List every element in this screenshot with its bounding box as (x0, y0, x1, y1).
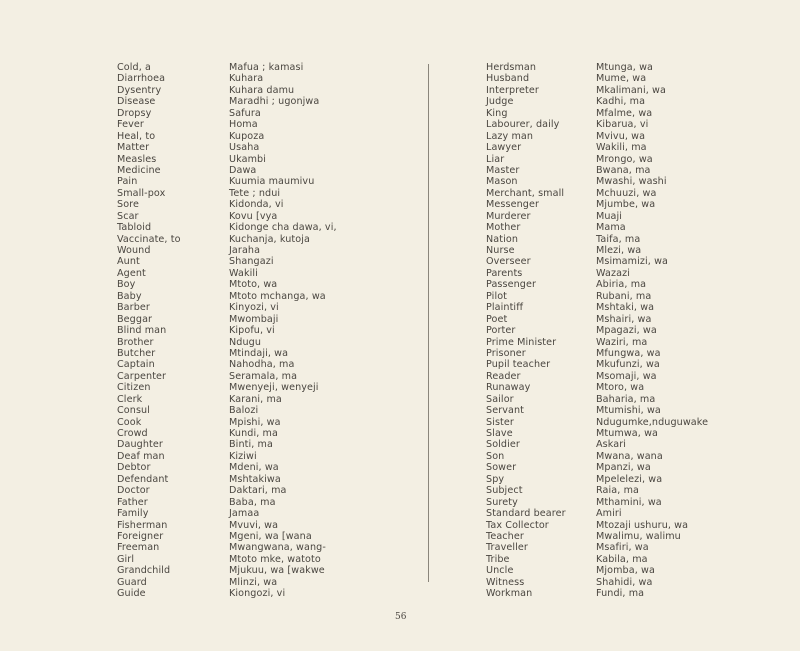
right-swahili-entry: Mwalimu, walimu (596, 530, 681, 542)
left-english-entry: Fisherman (117, 519, 168, 531)
left-swahili-entry: Ukambi (229, 153, 266, 165)
left-english-entry: Guard (117, 576, 147, 588)
left-english-entry: Consul (117, 405, 150, 417)
right-english-entry: Traveller (486, 542, 528, 554)
right-swahili-entry: Wazazi (596, 267, 630, 279)
left-swahili-entry: Daktari, ma (229, 485, 287, 497)
left-swahili-entry: Mgeni, wa [wana (229, 530, 312, 542)
right-swahili-entry: Mpanzi, wa (596, 462, 651, 474)
right-swahili-entry: Mtozaji ushuru, wa (596, 519, 689, 531)
left-swahili-entry: Kiongozi, vi (229, 588, 286, 600)
right-swahili-entry: Mpagazi, wa (596, 325, 657, 337)
left-swahili-entry: Kuumia maumivu (229, 176, 315, 188)
column-divider (428, 64, 429, 582)
right-english-entry: Surety (486, 496, 518, 508)
left-english-entry: Beggar (117, 313, 153, 325)
right-english-entry: Nation (486, 233, 519, 245)
right-english-entry: Overseer (486, 256, 531, 268)
left-swahili-entry: Jamaa (229, 508, 260, 520)
left-swahili-entry: Mtoto mchanga, wa (229, 290, 326, 302)
left-swahili-entry: Mtoto, wa (229, 279, 278, 291)
right-english-entry: Liar (486, 153, 505, 165)
right-swahili-entry: Mrongo, wa (596, 153, 653, 165)
left-english-entry: Captain (117, 359, 155, 371)
left-swahili-entry: Mvuvi, wa (229, 519, 279, 531)
right-swahili-entry: Mwashi, washi (596, 176, 667, 188)
left-english-entry: Dropsy (117, 107, 152, 119)
right-english-entry: Mason (486, 176, 518, 188)
right-english-entry: Teacher (486, 530, 524, 542)
right-english-entry: Interpreter (486, 84, 539, 96)
right-english-column (486, 62, 566, 600)
right-english-entry: Husband (486, 73, 530, 85)
right-english-entry: Plaintiff (486, 302, 524, 314)
right-swahili-entry: Rubani, ma (596, 290, 652, 302)
left-swahili-entry: Mwenyeji, wenyeji (229, 382, 319, 394)
right-english-entry: Spy (486, 473, 505, 485)
left-swahili-entry: Mtindaji, wa (229, 347, 289, 359)
left-english-entry: Deaf man (117, 450, 165, 462)
left-english-entry: Pain (117, 176, 138, 188)
right-english-entry: Reader (486, 370, 521, 382)
right-swahili-entry: Amiri (596, 508, 622, 520)
left-english-entry: Butcher (117, 347, 156, 359)
right-english-entry: Servant (486, 405, 525, 417)
left-swahili-entry: Mjukuu, wa [wakwe (229, 565, 325, 577)
right-swahili-entry: Shahidi, wa (596, 576, 653, 588)
left-english-entry: Carpenter (117, 370, 167, 382)
left-swahili-entry: Kuchanja, kutoja (229, 233, 310, 245)
left-english-entry: Girl (117, 553, 135, 565)
left-english-entry: Barber (117, 302, 150, 314)
left-swahili-entry: Kuhara (229, 73, 264, 85)
left-english-entry: Vaccinate, to (117, 233, 181, 245)
right-swahili-entry: Abiria, ma (596, 279, 647, 291)
right-english-entry: Pilot (486, 290, 508, 302)
right-english-entry: Sailor (486, 393, 514, 405)
left-english-entry: Debtor (117, 462, 151, 474)
left-swahili-entry: Mwangwana, wang- (229, 542, 326, 554)
left-swahili-entry: Mpishi, wa (229, 416, 281, 428)
right-english-entry: Workman (486, 588, 533, 600)
left-swahili-entry: Mlinzi, wa (229, 576, 278, 588)
left-english-entry: Baby (117, 290, 142, 302)
right-swahili-entry: Askari (596, 439, 627, 451)
left-swahili-entry: Ndugu (229, 336, 262, 348)
left-swahili-entry: Seramala, ma (229, 370, 298, 382)
right-english-entry: Mother (486, 222, 521, 234)
left-swahili-entry: Mtoto mke, watoto (229, 553, 321, 565)
right-swahili-entry: Mjomba, wa (596, 565, 655, 577)
right-english-entry: Lazy man (486, 130, 534, 142)
right-english-entry: Runaway (486, 382, 531, 394)
right-english-entry: Labourer, daily (486, 119, 560, 131)
right-swahili-entry: Mwana, wana (596, 450, 663, 462)
left-swahili-entry: Balozi (229, 405, 259, 417)
right-swahili-entry: Mtoro, wa (596, 382, 645, 394)
left-swahili-entry: Tete ; ndui (229, 187, 281, 199)
right-swahili-entry: Bwana, ma (596, 164, 651, 176)
left-swahili-entry: Kundi, ma (229, 428, 278, 439)
right-english-entry: Subject (486, 485, 523, 497)
right-english-entry: Slave (486, 428, 513, 439)
right-english-entry: Standard bearer (486, 508, 566, 520)
left-swahili-entry: Kidonda, vi (229, 199, 284, 211)
right-swahili-entry: Msafiri, wa (596, 542, 649, 554)
right-swahili-entry: Mume, wa (596, 73, 647, 85)
left-english-entry: Matter (117, 142, 150, 154)
right-swahili-entry: Waziri, ma (596, 336, 648, 348)
left-english-column (117, 62, 181, 600)
left-english-entry: Diarrhoea (117, 73, 166, 85)
left-swahili-entry: Kiziwi (229, 450, 257, 462)
right-english-entry: Pupil teacher (486, 359, 551, 371)
right-english-entry: Prisoner (486, 347, 526, 359)
right-swahili-entry: Mtumwa, wa (596, 428, 659, 439)
left-english-entry: Sore (117, 199, 139, 211)
right-swahili-entry: Mjumbe, wa (596, 199, 656, 211)
right-english-entry: Sower (486, 462, 517, 474)
left-english-entry: Heal, to (117, 130, 156, 142)
right-swahili-entry: Mvivu, wa (596, 130, 646, 142)
right-english-entry: Poet (486, 313, 508, 325)
right-english-entry: Witness (486, 576, 525, 588)
right-swahili-entry: Kabila, ma (596, 553, 648, 565)
right-english-entry: Judge (486, 96, 514, 108)
left-english-entry: Boy (117, 279, 136, 291)
left-english-entry: Measles (117, 153, 157, 165)
left-english-entry: Cold, a (117, 62, 152, 73)
left-swahili-entry: Kovu [vya (229, 210, 278, 222)
right-english-entry: Prime Minister (486, 336, 557, 348)
left-english-entry: Dysentry (117, 84, 162, 96)
left-english-entry: Family (117, 508, 149, 520)
right-english-entry: Lawyer (486, 142, 522, 154)
right-swahili-entry: Mkalimani, wa (596, 84, 666, 96)
left-english-entry: Father (117, 496, 148, 508)
left-english-entry: Brother (117, 336, 154, 348)
right-swahili-entry: Taifa, ma (596, 233, 641, 245)
right-english-entry: Murderer (486, 210, 531, 222)
left-english-entry: Wound (117, 245, 151, 256)
left-english-entry: Crowd (117, 428, 148, 439)
right-swahili-entry: Mpelelezi, wa (596, 473, 663, 485)
right-swahili-entry: Msomaji, wa (596, 370, 657, 382)
left-swahili-entry: Kipofu, vi (229, 325, 275, 337)
right-swahili-entry: Mfalme, wa (596, 107, 653, 119)
left-swahili-entry: Kinyozi, vi (229, 302, 279, 314)
left-swahili-entry: Baba, ma (229, 496, 276, 508)
left-swahili-entry: Binti, ma (229, 439, 273, 451)
left-swahili-entry: Mafua ; kamasi (229, 62, 304, 73)
left-swahili-entry: Mdeni, wa (229, 462, 279, 474)
left-english-entry: Citizen (117, 382, 151, 394)
right-swahili-entry: Kibarua, vi (596, 119, 649, 131)
right-swahili-entry: Fundi, ma (596, 588, 645, 600)
left-english-entry: Freeman (117, 542, 160, 554)
left-english-entry: Scar (117, 210, 139, 222)
left-swahili-entry: Nahodha, ma (229, 359, 295, 371)
left-english-entry: Fever (117, 119, 144, 131)
left-swahili-entry: Kupoza (229, 130, 265, 142)
right-english-entry: Messenger (486, 199, 539, 211)
left-english-entry: Daughter (117, 439, 163, 451)
right-swahili-entry: Mtumishi, wa (596, 405, 661, 417)
left-swahili-entry: Kuhara damu (229, 84, 295, 96)
left-swahili-column (229, 62, 337, 600)
left-english-entry: Agent (117, 267, 146, 279)
right-english-entry: Master (486, 164, 520, 176)
right-english-entry: Nurse (486, 245, 515, 256)
right-english-entry: Tax Collector (486, 519, 549, 531)
left-swahili-entry: Karani, ma (229, 393, 282, 405)
right-swahili-entry: Mkufunzi, wa (596, 359, 660, 371)
left-english-entry: Blind man (117, 325, 167, 337)
left-english-entry: Foreigner (117, 530, 164, 542)
left-english-entry: Cook (117, 416, 142, 428)
left-swahili-entry: Jaraha (229, 245, 261, 256)
right-swahili-entry: Mama (596, 222, 626, 234)
left-english-entry: Tabloid (117, 222, 152, 234)
right-swahili-column (596, 62, 708, 600)
right-english-entry: Sister (486, 416, 514, 428)
right-english-entry: Porter (486, 325, 516, 337)
right-swahili-entry: Mshtaki, wa (596, 302, 655, 314)
left-swahili-entry: Dawa (229, 164, 257, 176)
left-swahili-entry: Homa (229, 119, 258, 131)
left-english-entry: Aunt (117, 256, 140, 268)
right-swahili-entry: Muaji (596, 210, 623, 222)
right-swahili-entry: Baharia, ma (596, 393, 656, 405)
left-swahili-entry: Usaha (229, 142, 260, 154)
left-swahili-entry: Wakili (229, 267, 258, 279)
right-english-entry: Son (486, 450, 505, 462)
left-swahili-entry: Mshtakiwa (229, 473, 281, 485)
right-swahili-entry: Mthamini, wa (596, 496, 662, 508)
right-english-entry: Tribe (486, 553, 510, 565)
right-english-entry: Merchant, small (486, 187, 565, 199)
right-swahili-entry: Mfungwa, wa (596, 347, 661, 359)
right-swahili-entry: Mshairi, wa (596, 313, 652, 325)
left-swahili-entry: Safura (229, 107, 261, 119)
left-swahili-entry: Mwombaji (229, 313, 279, 325)
left-english-entry: Doctor (117, 485, 150, 497)
left-english-entry: Defendant (117, 473, 169, 485)
right-english-entry: Soldier (486, 439, 520, 451)
left-english-entry: Guide (117, 588, 146, 600)
right-swahili-entry: Ndugumke,nduguwake (596, 416, 709, 428)
right-english-entry: Passenger (486, 279, 537, 291)
left-swahili-entry: Maradhi ; ugonjwa (229, 96, 320, 108)
right-english-entry: Uncle (486, 565, 514, 577)
right-swahili-entry: Mlezi, wa (596, 245, 642, 256)
right-swahili-entry: Raia, ma (596, 485, 640, 497)
right-swahili-entry: Mtunga, wa (596, 62, 653, 73)
left-english-entry: Clerk (117, 393, 143, 405)
right-english-entry: Herdsman (486, 62, 537, 73)
page-number: 56 (395, 612, 407, 622)
right-swahili-entry: Wakili, ma (596, 142, 647, 154)
left-english-entry: Grandchild (117, 565, 171, 577)
right-english-entry: Parents (486, 267, 523, 279)
left-english-entry: Medicine (117, 164, 161, 176)
right-english-entry: King (486, 107, 508, 119)
left-english-entry: Disease (117, 96, 156, 108)
right-swahili-entry: Kadhi, ma (596, 96, 646, 108)
left-swahili-entry: Kidonge cha dawa, vi, (229, 222, 337, 234)
left-swahili-entry: Shangazi (229, 256, 274, 268)
left-english-entry: Small-pox (117, 187, 166, 199)
right-swahili-entry: Mchuuzi, wa (596, 187, 657, 199)
right-swahili-entry: Msimamizi, wa (596, 256, 669, 268)
